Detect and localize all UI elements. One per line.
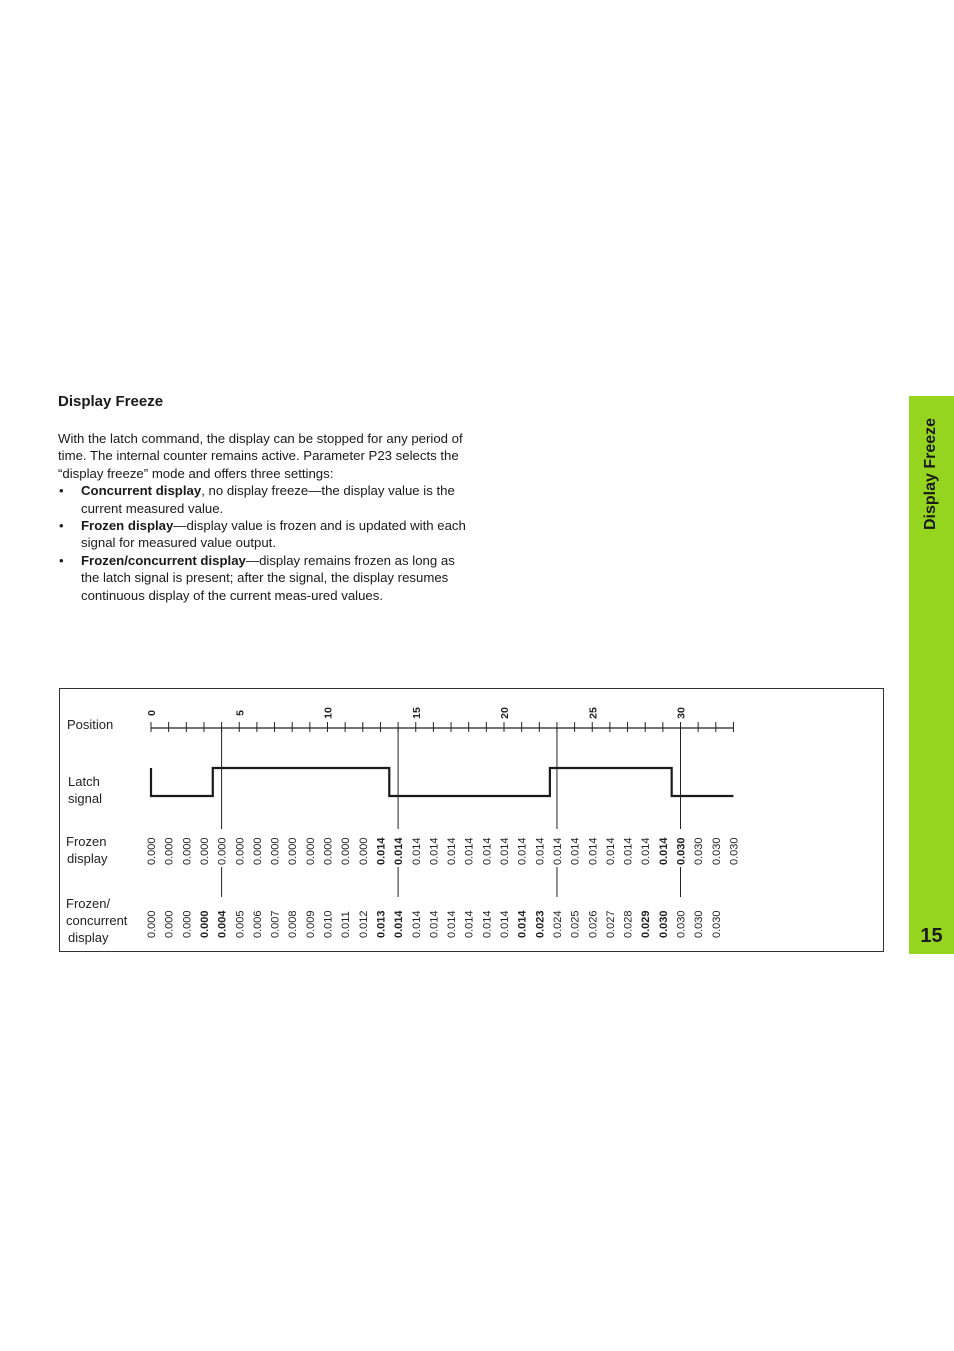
chapter-tab-title: Display Freeze [922, 417, 940, 531]
section-heading: Display Freeze [58, 393, 164, 410]
row-label-frozen: Frozen [66, 834, 107, 849]
frozen-display-value: 0.014 [481, 837, 494, 865]
frozen-display-value: 0.030 [675, 837, 688, 865]
frozen-concurrent-value: 0.014 [428, 910, 441, 938]
frozen-concurrent-value: 0.028 [622, 910, 635, 938]
mode-term: Frozen display [81, 518, 174, 534]
frozen-concurrent-value: 0.030 [675, 910, 688, 938]
frozen-concurrent-value: 0.014 [446, 910, 459, 938]
frozen-concurrent-value: 0.030 [693, 910, 706, 938]
frozen-display-value: 0.030 [728, 837, 741, 865]
frozen-display-value: 0.014 [534, 837, 547, 865]
frozen-concurrent-value: 0.008 [287, 910, 300, 938]
frozen-display-value: 0.000 [304, 837, 317, 865]
frozen-display-value: 0.000 [146, 837, 158, 865]
frozen-display-value: 0.014 [569, 837, 582, 865]
frozen-concurrent-value: 0.006 [251, 910, 264, 938]
mode-description: —display remains frozen as long as the latch signal is present; after the signal, the display resumes continuous display of the current meas-ured values. [81, 552, 455, 603]
mode-item-frozen-concurrent [58, 552, 468, 604]
mode-description: —display value is frozen and is updated with each signal for measured value output. [81, 518, 466, 551]
position-tick-label: 15 [410, 707, 423, 719]
mode-item-frozen [58, 517, 468, 552]
frozen-display-value: 0.000 [234, 837, 247, 865]
frozen-concurrent-value: 0.014 [499, 910, 511, 938]
row-label-frozen: display [67, 851, 108, 866]
frozen-display-value: 0.014 [446, 837, 459, 865]
row-label-frozen-concurrent: Frozen/ [66, 896, 111, 911]
frozen-display-value: 0.000 [287, 837, 300, 865]
frozen-concurrent-value: 0.010 [322, 910, 335, 938]
frozen-display-value: 0.000 [322, 837, 335, 865]
frozen-concurrent-value: 0.000 [163, 910, 176, 938]
frozen-display-value: 0.014 [604, 837, 617, 865]
position-tick-label: 25 [587, 707, 600, 719]
frozen-display-value: 0.014 [622, 837, 635, 865]
frozen-concurrent-value: 0.023 [534, 910, 547, 938]
row-label-latch: Latch [68, 774, 100, 789]
frozen-display-value: 0.014 [551, 837, 564, 865]
frozen-display-value: 0.014 [587, 837, 600, 865]
mode-description: , no display freeze—the display value is the current measured value. [81, 483, 455, 516]
row-label-position: Position [67, 717, 114, 732]
frozen-concurrent-value: 0.011 [340, 911, 353, 938]
frozen-concurrent-value: 0.000 [181, 910, 194, 938]
intro-paragraph: With the latch command, the display can be stopped for any period of time. The internal counter remains active. Parameter P23 selects the “display freeze” mode and offers three settings: [58, 431, 463, 481]
chapter-tab [909, 396, 954, 954]
frozen-display-value: 0.014 [499, 837, 511, 865]
page-number: 15 [920, 925, 943, 947]
frozen-display-value: 0.000 [357, 837, 370, 865]
frozen-display-value: 0.014 [375, 837, 388, 865]
frozen-concurrent-value: 0.012 [357, 910, 370, 938]
row-label-frozen-concurrent: display [68, 930, 109, 945]
position-tick-label: 5 [234, 710, 247, 716]
frozen-concurrent-value: 0.000 [146, 910, 158, 938]
frozen-concurrent-value: 0.027 [604, 910, 617, 938]
frozen-concurrent-value: 0.030 [710, 910, 723, 938]
frozen-concurrent-value: 0.007 [269, 910, 282, 938]
frozen-concurrent-value: 0.014 [463, 910, 476, 938]
frozen-display-value: 0.030 [693, 837, 706, 865]
row-label-latch: signal [68, 791, 102, 806]
mode-item-concurrent [58, 482, 468, 517]
frozen-display-value: 0.014 [410, 837, 423, 865]
frozen-display-value: 0.000 [269, 837, 282, 865]
frozen-concurrent-value: 0.000 [198, 910, 211, 938]
position-tick-label: 30 [675, 707, 688, 719]
frozen-concurrent-value: 0.026 [587, 910, 600, 938]
frozen-concurrent-value: 0.024 [551, 910, 564, 938]
timing-diagram [60, 689, 885, 953]
frozen-display-value: 0.014 [428, 837, 441, 865]
position-tick-label: 10 [322, 707, 335, 719]
frozen-concurrent-value: 0.014 [393, 910, 406, 938]
frozen-display-value: 0.000 [163, 837, 176, 865]
position-tick-label: 0 [146, 710, 158, 716]
row-label-frozen-concurrent: concurrent [66, 913, 128, 928]
frozen-display-value: 0.014 [516, 837, 529, 865]
frozen-concurrent-value: 0.013 [375, 910, 388, 938]
frozen-display-value: 0.014 [657, 837, 670, 865]
frozen-concurrent-value: 0.025 [569, 910, 582, 938]
frozen-display-value: 0.014 [640, 837, 653, 865]
frozen-concurrent-value: 0.005 [234, 910, 247, 938]
mode-list [58, 482, 468, 604]
section-body [58, 430, 468, 604]
frozen-display-value: 0.030 [710, 837, 723, 865]
frozen-display-value: 0.000 [198, 837, 211, 865]
frozen-concurrent-value: 0.004 [216, 910, 229, 938]
frozen-display-value: 0.000 [181, 837, 194, 865]
frozen-concurrent-value: 0.030 [657, 910, 670, 938]
frozen-concurrent-value: 0.029 [640, 910, 653, 938]
latch-signal-waveform [151, 768, 733, 796]
frozen-display-value: 0.000 [340, 837, 353, 865]
frozen-concurrent-value: 0.014 [410, 910, 423, 938]
frozen-display-value: 0.000 [216, 837, 229, 865]
mode-term: Concurrent display [81, 483, 202, 499]
frozen-concurrent-value: 0.009 [304, 910, 317, 938]
mode-term: Frozen/concurrent display [81, 552, 246, 568]
frozen-concurrent-value: 0.014 [481, 910, 494, 938]
frozen-concurrent-value: 0.014 [516, 910, 529, 938]
position-tick-label: 20 [499, 707, 511, 719]
timing-diagram-frame [59, 688, 884, 952]
frozen-display-value: 0.014 [463, 837, 476, 865]
frozen-display-value: 0.014 [393, 837, 406, 865]
frozen-display-value: 0.000 [251, 837, 264, 865]
